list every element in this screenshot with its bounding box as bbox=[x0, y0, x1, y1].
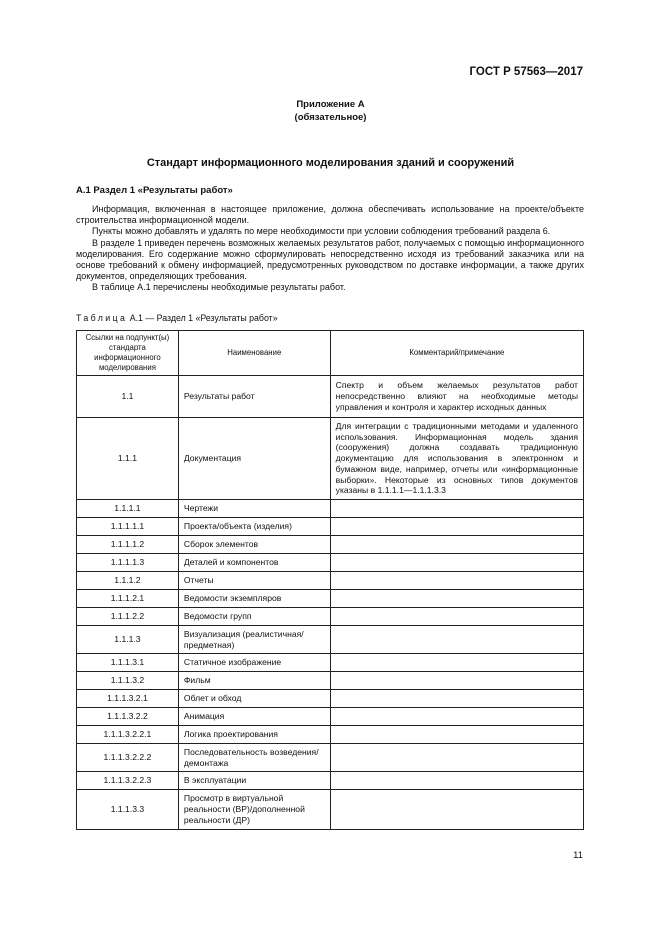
results-table bbox=[76, 330, 584, 830]
row-reference: 1.1.1.3.1 bbox=[77, 654, 179, 672]
appendix-title: Приложение А bbox=[296, 99, 365, 110]
row-name: Сборок элементов bbox=[178, 536, 330, 554]
row-reference: 1.1.1.1.3 bbox=[77, 554, 179, 572]
paragraph: В таблице А.1 перечислены необходимые результаты работ. bbox=[92, 282, 346, 293]
row-comment bbox=[330, 726, 583, 744]
row-reference: 1.1.1.3.2 bbox=[77, 672, 179, 690]
paragraph: В разделе 1 приведен перечень возможных желаемых результатов работ, получаемых с помощью информационного моделирования. Его содержание можно сформулировать непосредственно исходя из требований заказчика или на основе требований к обмену информацией, предусмотренных руководством по доставке информации, а также других документов, определяющих требования. bbox=[76, 237, 584, 282]
row-reference: 1.1.1.3 bbox=[77, 626, 179, 654]
row-name: Облет и обход bbox=[178, 690, 330, 708]
table-row bbox=[77, 626, 584, 654]
row-comment bbox=[330, 690, 583, 708]
row-reference: 1.1.1 bbox=[77, 418, 179, 500]
row-comment bbox=[330, 554, 583, 572]
row-reference: 1.1.1.2.1 bbox=[77, 590, 179, 608]
row-reference: 1.1.1.3.3 bbox=[77, 790, 179, 830]
body-text bbox=[76, 204, 584, 294]
row-reference: 1.1.1.2 bbox=[77, 572, 179, 590]
row-comment bbox=[330, 626, 583, 654]
table-row bbox=[77, 590, 584, 608]
row-name: Деталей и компонентов bbox=[178, 554, 330, 572]
row-name: Анимация bbox=[178, 708, 330, 726]
row-reference: 1.1.1.3.2.1 bbox=[77, 690, 179, 708]
row-name: Проекта/объекта (изделия) bbox=[178, 518, 330, 536]
row-comment bbox=[330, 590, 583, 608]
row-comment bbox=[330, 572, 583, 590]
table-row bbox=[77, 418, 584, 500]
table-caption-text: А.1 — Раздел 1 «Результаты работ» bbox=[127, 313, 278, 323]
row-name: Последовательность возведения/демонтажа bbox=[178, 744, 330, 772]
table-row bbox=[77, 744, 584, 772]
row-name: Фильм bbox=[178, 672, 330, 690]
table-row bbox=[77, 572, 584, 590]
table-body bbox=[77, 376, 584, 830]
row-comment bbox=[330, 536, 583, 554]
table-row bbox=[77, 554, 584, 572]
row-name: Результаты работ bbox=[178, 376, 330, 418]
row-reference: 1.1.1.3.2.2.1 bbox=[77, 726, 179, 744]
row-name: Ведомости групп bbox=[178, 608, 330, 626]
row-name: В эксплуатации bbox=[178, 772, 330, 790]
table-row bbox=[77, 654, 584, 672]
appendix-heading bbox=[0, 98, 661, 124]
table-row bbox=[77, 772, 584, 790]
row-comment bbox=[330, 608, 583, 626]
row-comment bbox=[330, 744, 583, 772]
row-reference: 1.1.1.1.1 bbox=[77, 518, 179, 536]
page-number: 11 bbox=[573, 850, 583, 861]
standard-number: ГОСТ Р 57563—2017 bbox=[469, 66, 583, 78]
row-comment: Для интеграции с традиционными методами и удаленного использования. Информационная модель здания (сооружения) должна создавать традиционную документацию для использования в электронном и бумажном виде, например, отчеты или «информационные выборки». Некоторые из основных типов документов указаны в 1.1.1.1—1.1.1.3.3 bbox=[330, 418, 583, 500]
row-comment bbox=[330, 790, 583, 830]
paragraph: Пункты можно добавлять и удалять по мере необходимости при условии соблюдения требований раздела 6. bbox=[92, 226, 551, 237]
row-reference: 1.1.1.2.2 bbox=[77, 608, 179, 626]
header-name: Наименование bbox=[178, 331, 330, 376]
row-comment bbox=[330, 654, 583, 672]
row-reference: 1.1.1.3.2.2 bbox=[77, 708, 179, 726]
document-title: Стандарт информационного моделирования зданий и сооружений bbox=[146, 157, 515, 169]
row-name: Отчеты bbox=[178, 572, 330, 590]
row-name: Документация bbox=[178, 418, 330, 500]
row-name: Логика проектирования bbox=[178, 726, 330, 744]
table-header-row bbox=[77, 331, 584, 376]
table-caption bbox=[76, 313, 278, 323]
row-reference: 1.1.1.3.2.2.3 bbox=[77, 772, 179, 790]
header-comment: Комментарий/примечание bbox=[330, 331, 583, 376]
table-row bbox=[77, 608, 584, 626]
header-reference: Ссылки на подпункт(ы) стандарта информационного моделирования bbox=[77, 331, 179, 376]
table-caption-label: Таблица bbox=[76, 313, 128, 323]
appendix-status: (обязательное) bbox=[294, 112, 367, 123]
row-comment bbox=[330, 500, 583, 518]
table-row bbox=[77, 376, 584, 418]
row-comment bbox=[330, 518, 583, 536]
table-row bbox=[77, 536, 584, 554]
row-name: Визуализация (реалистичная/предметная) bbox=[178, 626, 330, 654]
table-row bbox=[77, 690, 584, 708]
row-comment bbox=[330, 708, 583, 726]
table-row bbox=[77, 790, 584, 830]
paragraph: Информация, включенная в настоящее приложение, должна обеспечивать использование на проекте/объекте строительства информационной модели. bbox=[76, 204, 584, 226]
row-name: Ведомости экземпляров bbox=[178, 590, 330, 608]
row-comment: Спектр и объем желаемых результатов работ непосредственно влияют на необходимые методы управления и контроля и характер исходных данных bbox=[330, 376, 583, 418]
row-reference: 1.1.1.1.2 bbox=[77, 536, 179, 554]
row-comment bbox=[330, 672, 583, 690]
table-row bbox=[77, 708, 584, 726]
table-row bbox=[77, 726, 584, 744]
row-reference: 1.1.1.3.2.2.2 bbox=[77, 744, 179, 772]
row-name: Просмотр в виртуальной реальности (ВР)/дополненной реальности (ДР) bbox=[178, 790, 330, 830]
row-name: Статичное изображение bbox=[178, 654, 330, 672]
row-name: Чертежи bbox=[178, 500, 330, 518]
row-reference: 1.1.1.1 bbox=[77, 500, 179, 518]
section-heading: А.1 Раздел 1 «Результаты работ» bbox=[76, 185, 233, 196]
row-reference: 1.1 bbox=[77, 376, 179, 418]
table-row bbox=[77, 672, 584, 690]
table-row bbox=[77, 518, 584, 536]
table-row bbox=[77, 500, 584, 518]
row-comment bbox=[330, 772, 583, 790]
